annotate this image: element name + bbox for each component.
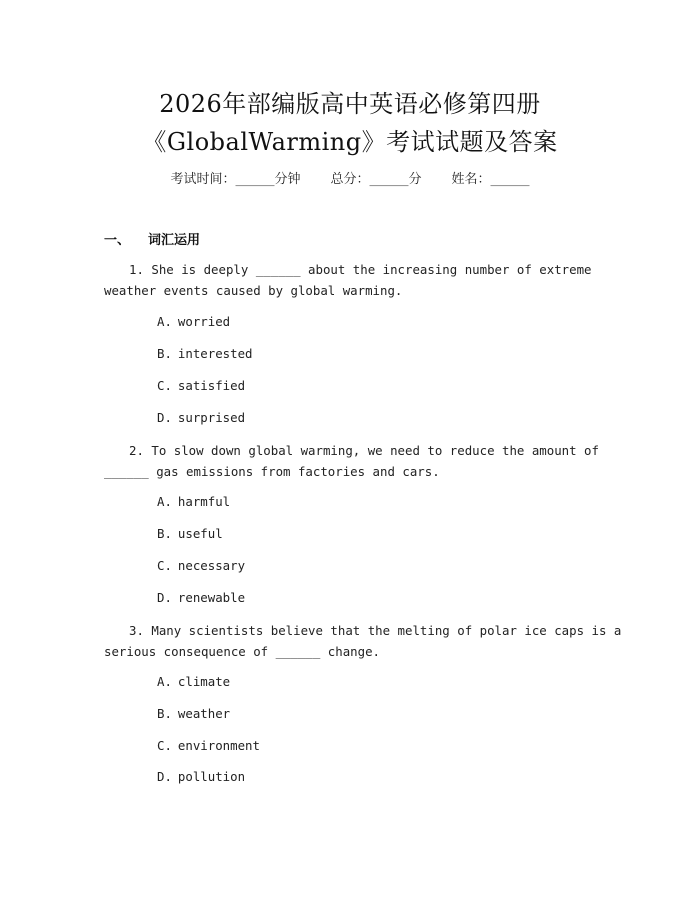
question-2 xyxy=(104,440,599,482)
student-name-field: 姓名：______ xyxy=(451,172,530,187)
question-2-option-c xyxy=(157,558,245,573)
option-letter: A. xyxy=(157,314,172,329)
option-text: surprised xyxy=(177,410,246,425)
exam-time-field: 考试时间：______分钟 xyxy=(170,172,301,187)
total-score-field: 总分：______分 xyxy=(330,172,422,187)
option-text: pollution xyxy=(177,769,246,784)
question-1-text-line-2: weather events caused by global warming. xyxy=(104,283,403,298)
question-1-option-c xyxy=(157,378,245,393)
question-3 xyxy=(104,620,622,662)
option-letter: A. xyxy=(157,674,172,689)
question-3-option-d xyxy=(157,769,245,784)
question-2-option-b xyxy=(157,526,223,541)
option-text: renewable xyxy=(177,590,246,605)
option-letter: B. xyxy=(157,526,172,541)
question-3-option-c xyxy=(157,738,260,753)
question-2-option-d xyxy=(157,590,245,605)
option-text: climate xyxy=(177,674,231,689)
question-3-text-line-1: 3. Many scientists believe that the melting of polar ice caps is a xyxy=(129,623,622,638)
question-3-option-b xyxy=(157,706,230,721)
option-text: worried xyxy=(177,314,231,329)
question-1-option-b xyxy=(157,346,253,361)
option-letter: C. xyxy=(157,558,172,573)
question-1-option-d xyxy=(157,410,245,425)
section-heading xyxy=(104,229,200,248)
option-text: environment xyxy=(177,738,260,753)
question-1 xyxy=(104,259,596,301)
option-letter: D. xyxy=(157,769,172,784)
option-letter: D. xyxy=(157,590,172,605)
question-3-text-line-2: serious consequence of ______ change. xyxy=(104,644,381,659)
section-number: 一、 xyxy=(104,233,131,248)
option-letter: B. xyxy=(157,706,172,721)
document-title-line-1: 2026年部编版高中英语必修第四册 xyxy=(159,90,541,118)
question-1-text-line-1: 1. She is deeply ______ about the increasing number of extreme xyxy=(129,262,592,277)
option-text: necessary xyxy=(177,558,246,573)
option-text: weather xyxy=(177,706,231,721)
option-letter: C. xyxy=(157,378,172,393)
question-2-text-line-1: 2. To slow down global warming, we need to reduce the amount of xyxy=(129,443,599,458)
question-1-option-a xyxy=(157,314,230,329)
question-2-option-a xyxy=(157,494,230,509)
option-letter: B. xyxy=(157,346,172,361)
option-text: harmful xyxy=(177,494,231,509)
option-letter: D. xyxy=(157,410,172,425)
option-letter: A. xyxy=(157,494,172,509)
question-3-option-a xyxy=(157,674,230,689)
option-letter: C. xyxy=(157,738,172,753)
option-text: useful xyxy=(177,526,223,541)
exam-info-line xyxy=(0,168,700,187)
question-2-text-line-2: ______ gas emissions from factories and cars. xyxy=(104,464,440,479)
document-title-line-2: 《GlobalWarming》考试试题及答案 xyxy=(142,128,558,156)
option-text: satisfied xyxy=(177,378,246,393)
option-text: interested xyxy=(177,346,253,361)
section-title: 词汇运用 xyxy=(148,233,201,248)
